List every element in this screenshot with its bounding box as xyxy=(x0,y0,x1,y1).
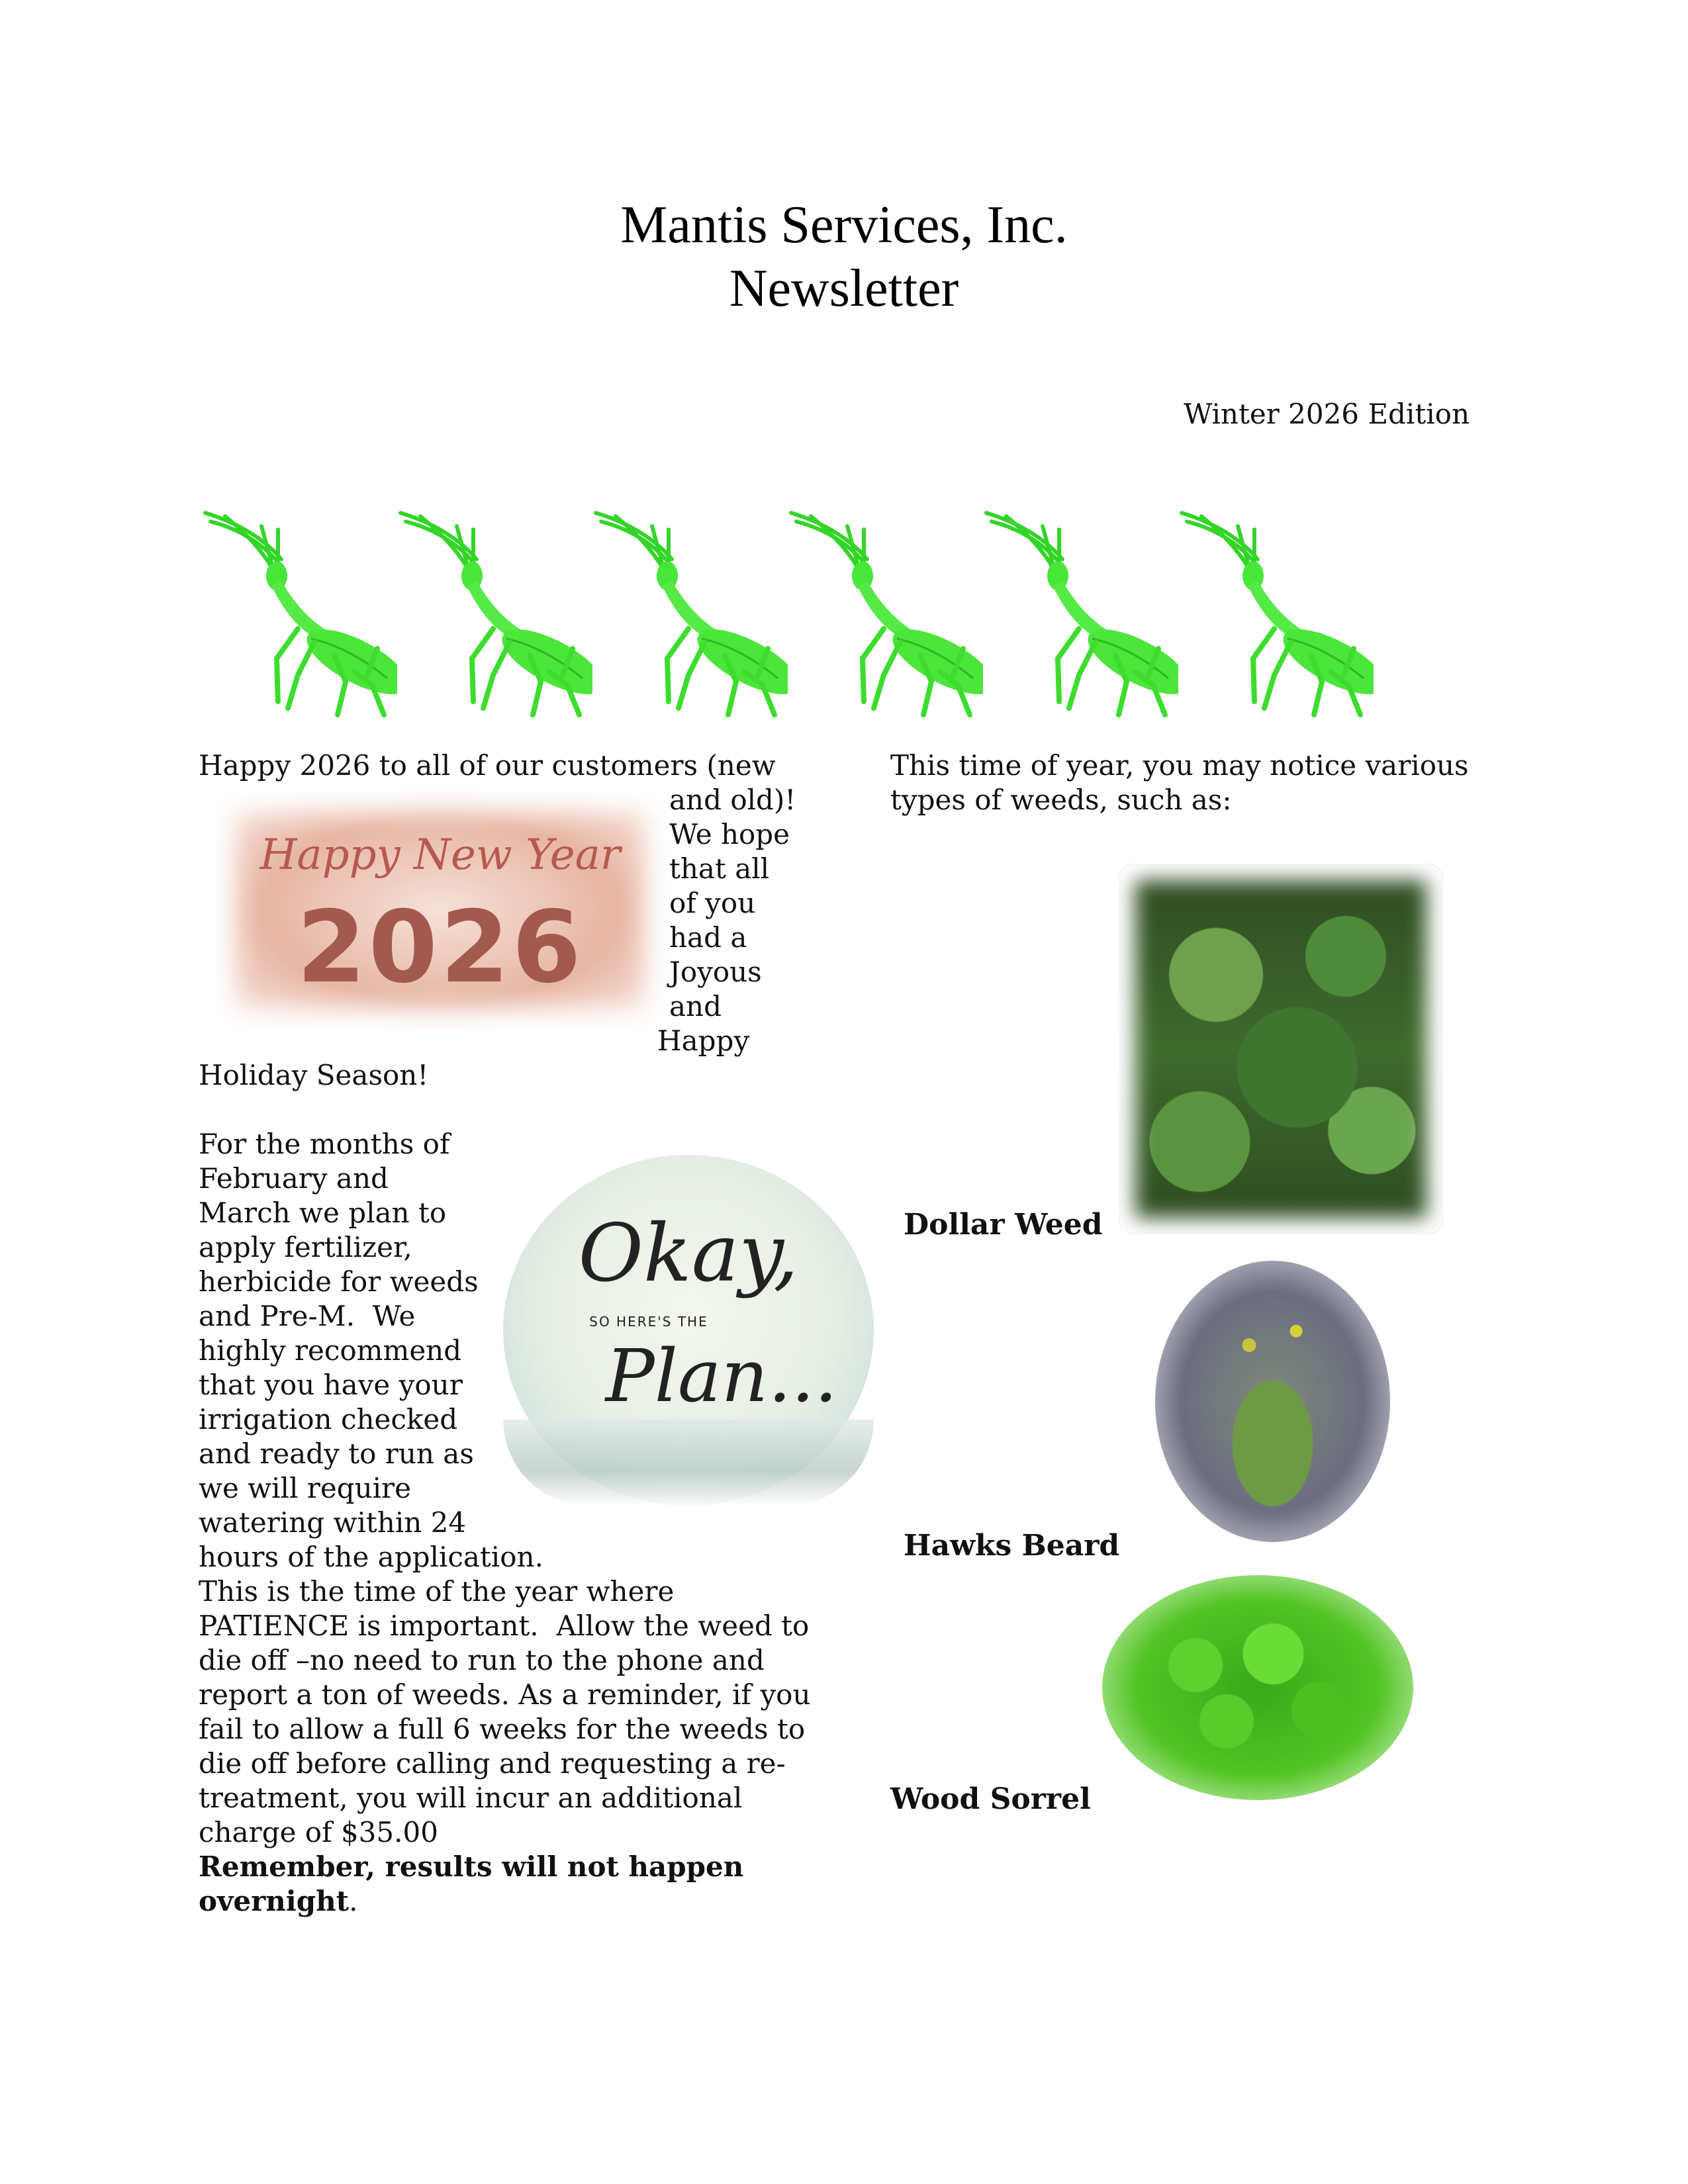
remember-line-2 xyxy=(199,1884,357,1919)
happy-new-year-image xyxy=(215,791,665,1029)
plan-text: Plan... xyxy=(605,1334,838,1418)
patience-line: This is the time of the year where xyxy=(199,1575,675,1608)
plan-line: watering within 24 xyxy=(199,1506,467,1539)
edition-label: Winter 2026 Edition xyxy=(1184,398,1470,430)
remember-period: . xyxy=(349,1885,358,1917)
plan-line: February and xyxy=(199,1162,389,1195)
remember-line-1: Remember, results will not happen xyxy=(199,1850,744,1883)
so-heres-the-text: SO HERE'S THE xyxy=(589,1314,708,1330)
dollar-weed-image xyxy=(1119,864,1443,1234)
okay-text: Okay, xyxy=(578,1208,799,1300)
wood-sorrel-caption: Wood Sorrel xyxy=(890,1782,1091,1816)
plan-line: irrigation checked xyxy=(199,1403,458,1435)
plan-line: that you have your xyxy=(199,1369,463,1401)
mantis-icon xyxy=(199,503,397,721)
greeting-line: of you xyxy=(669,887,756,919)
newsletter-title: Newsletter xyxy=(729,259,959,318)
plan-paragraph xyxy=(199,1127,543,1574)
hawks-beard-caption: Hawks Beard xyxy=(904,1529,1120,1563)
happy-new-year-script: Happy New Year xyxy=(259,831,621,880)
patience-line: fail to allow a full 6 weeks for the weeds to xyxy=(199,1713,806,1745)
mantis-icon xyxy=(394,503,592,721)
patience-line: die off –no need to run to the phone and xyxy=(199,1644,765,1676)
mantis-icon xyxy=(1175,503,1374,721)
plan-line: herbicide for weeds xyxy=(199,1265,479,1298)
mantis-icon xyxy=(589,503,788,721)
plan-line: hours of the application. xyxy=(199,1541,543,1573)
greeting-line: Happy xyxy=(657,1024,750,1057)
greeting-line: and xyxy=(669,990,722,1023)
patience-line: die off before calling and requesting a re- xyxy=(199,1747,786,1780)
weeds-intro-line-2: types of weeds, such as: xyxy=(890,784,1232,816)
mantis-icon xyxy=(980,503,1178,721)
sea-image xyxy=(503,1420,874,1506)
plan-line: For the months of xyxy=(199,1128,450,1160)
greeting-end: Holiday Season! xyxy=(199,1059,429,1091)
hawks-beard-image xyxy=(1155,1261,1390,1542)
greeting-line: We hope xyxy=(669,818,790,850)
greeting-line: Joyous xyxy=(669,956,762,988)
greeting-line: and old)! xyxy=(669,784,796,816)
wood-sorrel-image xyxy=(1102,1575,1413,1800)
patience-line: report a ton of weeds. As a reminder, if you xyxy=(199,1678,811,1711)
plan-line: March we plan to xyxy=(199,1197,447,1229)
plan-line: apply fertilizer, xyxy=(199,1231,412,1263)
patience-line: PATIENCE is important. Allow the weed to xyxy=(199,1610,810,1642)
dollar-weed-caption: Dollar Weed xyxy=(904,1208,1103,1242)
patience-line: charge of $35.00 xyxy=(199,1816,438,1848)
newsletter-company-name: Mantis Services, Inc. xyxy=(620,196,1068,254)
greeting-line: had a xyxy=(669,921,747,954)
mantis-icon xyxy=(784,503,983,721)
remember-overnight: overnight xyxy=(199,1885,350,1917)
weeds-intro-line-1: This time of year, you may notice various xyxy=(890,749,1469,782)
plan-line: and ready to run as xyxy=(199,1437,474,1470)
plan-line: we will require xyxy=(199,1472,411,1504)
okay-plan-image xyxy=(503,1155,874,1506)
patience-paragraph xyxy=(199,1574,811,1850)
greeting-first-line: Happy 2026 to all of our customers (new xyxy=(199,749,776,782)
patience-line: treatment, you will incur an additional xyxy=(199,1782,743,1814)
happy-new-year-2026: 2026 xyxy=(297,890,584,1005)
plan-line: and Pre-M. We xyxy=(199,1300,416,1332)
plan-line: highly recommend xyxy=(199,1334,462,1367)
greeting-line: that all xyxy=(669,852,770,885)
